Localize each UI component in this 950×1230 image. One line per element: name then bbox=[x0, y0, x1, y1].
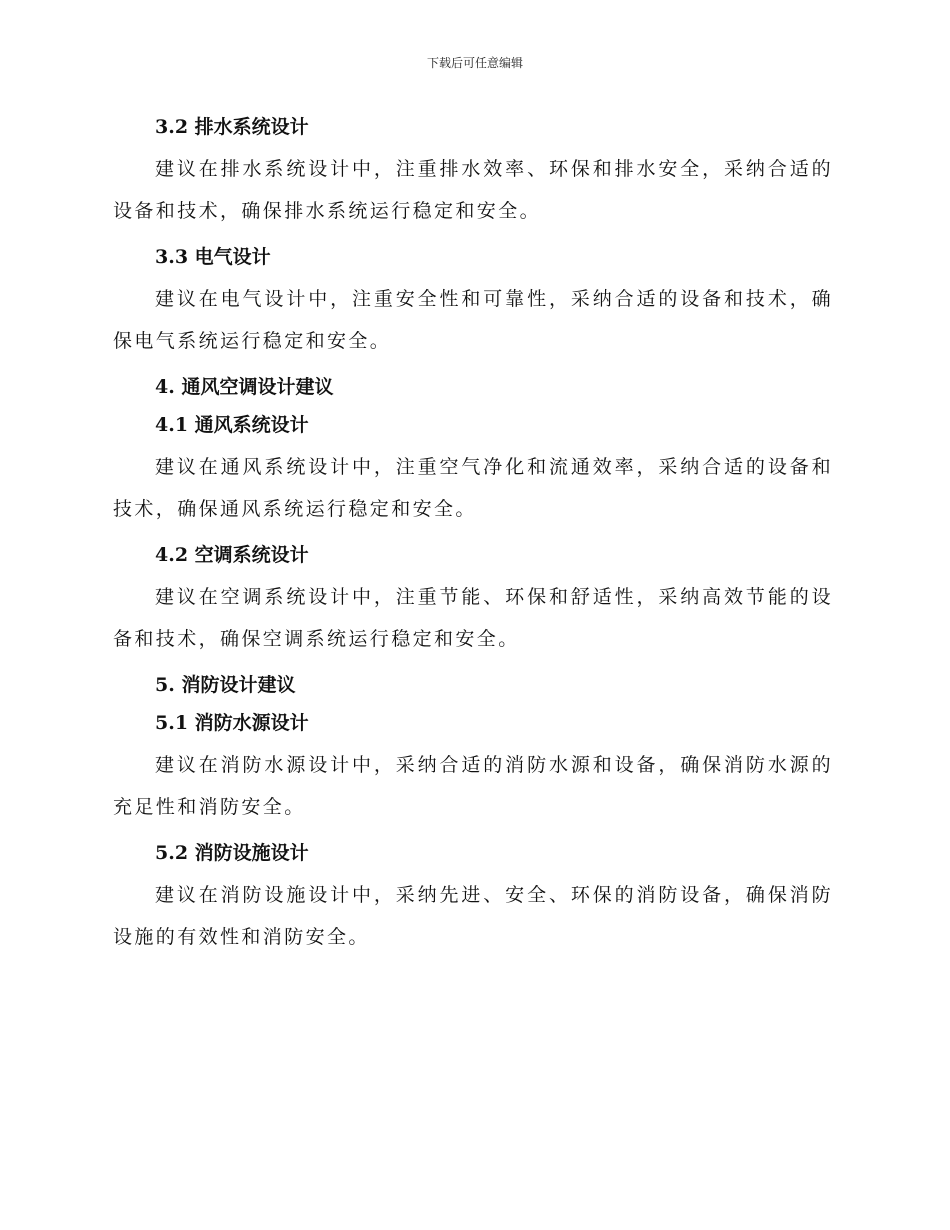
heading-5-1: 5.1 消防水源设计 bbox=[155, 712, 309, 734]
paragraph-3-3: 建议在电气设计中，注重安全性和可靠性，采纳合适的设备和技术，确保电气系统运行稳定和安全。 bbox=[113, 288, 833, 352]
heading-3-3: 3.3 电气设计 bbox=[155, 246, 271, 268]
paragraph-4-1: 建议在通风系统设计中，注重空气净化和流通效率，采纳合适的设备和技术，确保通风系统运行稳定和安全。 bbox=[113, 456, 833, 520]
heading-4-1: 4.1 通风系统设计 bbox=[155, 414, 309, 436]
paragraph-3-2: 建议在排水系统设计中，注重排水效率、环保和排水安全，采纳合适的设备和技术，确保排水系统运行稳定和安全。 bbox=[113, 158, 833, 222]
heading-5: 5. 消防设计建议 bbox=[155, 674, 296, 696]
paragraph-4-2: 建议在空调系统设计中，注重节能、环保和舒适性，采纳高效节能的设备和技术，确保空调系统运行稳定和安全。 bbox=[113, 586, 833, 650]
document-body bbox=[113, 112, 833, 968]
page-header: 下载后可任意编辑 bbox=[426, 56, 523, 70]
paragraph-5-2: 建议在消防设施设计中，采纳先进、安全、环保的消防设备，确保消防设施的有效性和消防安全。 bbox=[113, 884, 833, 948]
paragraph-5-1: 建议在消防水源设计中，采纳合适的消防水源和设备，确保消防水源的充足性和消防安全。 bbox=[113, 754, 833, 818]
heading-4-2: 4.2 空调系统设计 bbox=[155, 544, 309, 566]
heading-4: 4. 通风空调设计建议 bbox=[155, 376, 334, 398]
heading-3-2: 3.2 排水系统设计 bbox=[155, 116, 309, 138]
heading-5-2: 5.2 消防设施设计 bbox=[155, 842, 309, 864]
